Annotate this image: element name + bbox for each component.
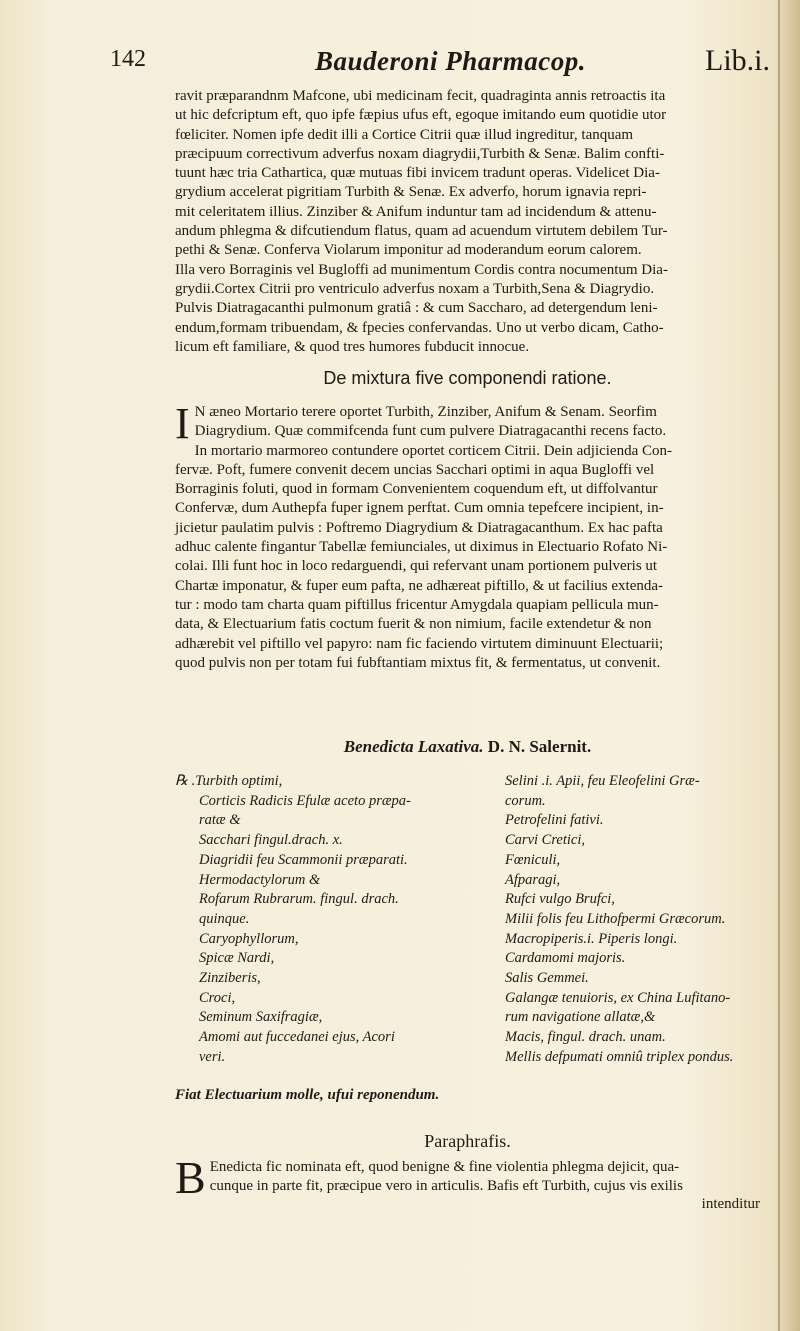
- text-line: Pulvis Diatragacanthi pulmonum gratiâ : & cum Saccharo, ad detergendum leni-: [175, 300, 658, 317]
- section-heading: De mixtura five componendi ratione.: [323, 368, 612, 388]
- text-line: cunque in parte fit, præcipue vero in articulis. Bafis eft Turbith, cujus vis exilis: [209, 1177, 683, 1194]
- text-line: adhærebit vel piftillo vel papyro: nam fic faciendo virtutem diminuunt Electuarii;: [175, 635, 664, 652]
- ingredient-line: veri.: [199, 1048, 226, 1065]
- ingredient-line: Corticis Radicis Efulæ aceto præpa-: [199, 792, 411, 809]
- page-edge-line: [778, 0, 780, 1331]
- text-line: præcipuum correctivum adverfus noxam diagrydii,Turbith & Senæ. Balim confti-: [175, 145, 665, 162]
- ingredient-line: Macis, fingul. drach. unam.: [505, 1029, 666, 1046]
- text-line: ut hic defcriptum eft, quo ipfe fæpius ufus eft, egoque imitando eum quotidie utor: [175, 107, 667, 124]
- paragraph-3: [175, 1152, 760, 1214]
- text-line: colai. Illi funt hoc in loco redarguendi, qui refervant unam portionem pulveris ut: [175, 558, 658, 575]
- running-title: Bauderoni Pharmacop.: [315, 46, 587, 76]
- ingredient-line: Amomi aut fuccedanei ejus, Acori: [199, 1029, 395, 1046]
- text-line: ravit præparandnm Mafcone, ubi medicinam fecit, quadraginta annis retroactis ita: [175, 88, 666, 104]
- drop-cap: B: [175, 1152, 206, 1203]
- text-line: In mortario marmoreo contundere oportet corticem Citrii. Dein adjicienda Con-: [194, 442, 672, 459]
- ingredient-line: Rufci vulgo Brufci,: [505, 891, 615, 908]
- paragraph-1: [175, 87, 760, 357]
- ingredient-line: Diagridii feu Scammonii præparati.: [199, 851, 408, 868]
- text-line: Borraginis foluti, quod in formam Convenientem coquendum eft, ut diffolvantur: [175, 481, 658, 498]
- text-line: Diagrydium. Quæ commifcenda funt cum pulvere Diatragacanthi recens facto.: [194, 423, 667, 440]
- page-header: [110, 44, 770, 84]
- recipe-author: D. N. Salernit.: [487, 737, 592, 756]
- text-line: endum,formam tribuendam, & fpecies confervandas. Uno ut verbo dicam, Catho-: [175, 319, 664, 336]
- ingredient-line: Zinziberis,: [199, 970, 261, 987]
- ingredient-line: Selini .i. Apii, feu Eleofelini Græ-: [505, 773, 700, 789]
- ingredient-line: Afparagi,: [505, 871, 561, 888]
- ingredient-line: Cardamomi majoris.: [505, 950, 626, 967]
- text-line: grydium accelerat pigritiam Turbith & Senæ. Ex adverfo, horum ignavia repri-: [175, 184, 647, 201]
- recipe-instruction: Fiat Electuarium molle, ufui reponendum.: [175, 1087, 440, 1103]
- text-line: adhuc calente fingantur Tabellæ femiunciales, ut diximus in Electuario Rofato Ni-: [175, 539, 668, 556]
- ingredient-line: Fœniculi,: [505, 851, 561, 868]
- ingredient-line: Croci,: [199, 989, 236, 1006]
- drop-cap: I: [175, 399, 190, 448]
- ingredients-right-column: [505, 772, 765, 1068]
- ingredient-line: ratæ &: [199, 812, 241, 829]
- text-line: N æneo Mortario terere oportet Turbith, Zinziber, Anifum & Senam. Seorfim: [194, 404, 657, 420]
- text-line: pethi & Senæ. Conferva Violarum imponitur ad moderandum eorum calorem.: [175, 242, 642, 259]
- text-line: quod pulvis non per totam fui fubftantiam mixtus fit, & fermentatus, ut convenit.: [175, 654, 661, 671]
- text-line: Illa vero Borraginis vel Bugloffi ad munimentum Cordis contra nocumentum Dia-: [175, 261, 668, 278]
- text-line: jicietur paulatim pulvis : Poftremo Diagrydium & Diatragacanthum. Ex hac pafta: [175, 519, 663, 536]
- ingredient-line: Carvi Cretici,: [505, 832, 586, 849]
- recipe-title: [175, 737, 760, 757]
- ingredient-line: Petrofelini fativi.: [505, 812, 604, 829]
- ingredient-line: quinque.: [199, 910, 250, 927]
- text-line: fœliciter. Nomen ipfe dedit illi a Cortice Citrii quæ illud ingreditur, tanquam: [175, 126, 634, 143]
- ingredient-line: rum navigatione allatæ,&: [505, 1009, 656, 1026]
- text-line: andum phlegma & difcutiendum flatus, quam ad acuendum virtutem debilem Tur-: [175, 223, 668, 240]
- page-number: 142: [110, 46, 146, 72]
- text-line: tur : modo tam charta quam piftillus fricentur Amygdala quapiam pellicula mun-: [175, 596, 659, 613]
- ingredient-line: Salis Gemmei.: [505, 970, 589, 987]
- text-line: data, & Electuarium fatis coctum fuerit & non nimium, facile extendetur & non: [175, 616, 652, 633]
- text-line: Enedicta fic nominata eft, quod benigne & fine violentia phlegma dejicit, qua-: [209, 1159, 680, 1175]
- ingredient-line: Rofarum Rubrarum. fingul. drach.: [199, 891, 399, 908]
- text-line: Chartæ imponatur, & fuper eum pafta, ne adhæreat piftillo, & ut facilius extenda-: [175, 577, 664, 594]
- text-line: licum eft familiare, & quod tres humores fubducit innocue.: [175, 338, 530, 355]
- section-heading: Paraphrafis.: [424, 1131, 511, 1151]
- ingredient-line: Milii folis feu Lithofpermi Græcorum.: [505, 910, 726, 927]
- text-line: tuunt hæc tria Cathartica, quæ mutuas fibi invicem tradunt operas. Videlicet Dia-: [175, 165, 660, 182]
- recipe-name: Benedicta Laxativa.: [343, 737, 484, 756]
- text-line: mit celeritatem illius. Zinziber & Anifum induntur tam ad incidendum & attenu-: [175, 203, 657, 220]
- text-line: grydii.Cortex Citrii pro ventriculo adverfus noxam a Turbith,Sena & Diagrydio.: [175, 280, 655, 297]
- ingredient-line: Seminum Saxifragiæ,: [199, 1009, 323, 1026]
- ingredient-line: ℞ .Turbith optimi,: [175, 773, 283, 789]
- ingredient-line: Mellis defpumati omniû triplex pondus.: [505, 1048, 734, 1065]
- ingredient-line: corum.: [505, 792, 546, 809]
- ingredient-line: Hermodactylorum &: [199, 871, 321, 888]
- ingredients-left-column: [175, 772, 475, 1068]
- book-reference: Lib.i.: [705, 44, 770, 77]
- ingredient-line: Sacchari fingul.drach. x.: [199, 832, 343, 849]
- ingredient-line: Galangæ tenuioris, ex China Lufitano-: [505, 989, 731, 1006]
- ingredient-line: Macropiperis.i. Piperis longi.: [505, 930, 678, 947]
- text-line: fervæ. Poft, fumere convenit decem uncias Sacchari optimi in aqua Bugloffi vel: [175, 461, 655, 478]
- text-line: intenditur: [701, 1196, 760, 1212]
- ingredient-line: Caryophyllorum,: [199, 930, 299, 947]
- ingredient-line: Spicæ Nardi,: [199, 950, 275, 967]
- text-line: Confervæ, dum Authepfa fuper ignem perftat. Cum omnia tepefcere incipient, in-: [175, 500, 664, 517]
- paragraph-2: [175, 399, 760, 673]
